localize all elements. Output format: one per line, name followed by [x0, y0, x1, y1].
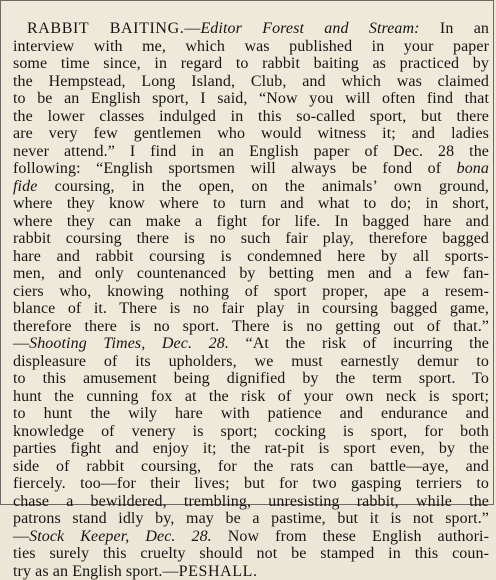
article-line: [13, 510, 489, 528]
article-line: [13, 230, 489, 248]
article-line: [13, 143, 489, 161]
article-line: [13, 90, 489, 108]
article-line: [13, 195, 489, 213]
article-line: [13, 213, 489, 231]
article-line: [13, 493, 489, 511]
article-text-segment: chase a bewildered, trembling, unresisting rabbit, while the: [13, 493, 489, 510]
article-line: [13, 248, 489, 266]
article-line: [13, 563, 489, 580]
article-line: [13, 73, 489, 91]
article-line: [13, 405, 489, 423]
article-text-segment: hunt the cunning fox at the risk of your own neck is sport;: [13, 388, 489, 405]
article-text-segment: hare and rabbit coursing is condemned here by all sports-: [13, 248, 489, 265]
article-text-segment: the Hempstead, Long Island, Club, and which was claimed: [13, 73, 489, 90]
article-line: [13, 528, 489, 546]
article-line: [13, 475, 489, 493]
article-text-segment: therefore there is no sport. There is no getting out of that.”: [13, 318, 489, 335]
article-text-segment: parties fight and enjoy it; the rat-pit is sport even, by the: [13, 440, 489, 457]
article-line: [13, 20, 489, 38]
article-text-segment: Editor Forest and Stream:: [200, 20, 419, 37]
article-text-segment: men, and only countenanced by betting men and a few fan-: [13, 265, 489, 282]
article-text-segment: bona: [457, 160, 489, 177]
article-line: [13, 300, 489, 318]
article-line: [13, 125, 489, 143]
article-text-segment: to be an English sport, I said, “Now you will often find that: [13, 90, 489, 107]
article-line: [13, 318, 489, 336]
article-line: [13, 440, 489, 458]
article-line: [13, 55, 489, 73]
article-text: [13, 20, 489, 580]
article-line: [13, 423, 489, 441]
article-line: [13, 38, 489, 56]
article-text-segment: —: [13, 335, 29, 352]
article-text-segment: knowledge of venery is sport; cocking is sport, for both: [13, 423, 489, 440]
article-line: [13, 388, 489, 406]
article-text-segment: ties surely this cruelty should not be stamped in this coun-: [13, 545, 489, 562]
article-text-segment: “At the risk of incurring the: [229, 335, 489, 352]
article-text-segment: —: [184, 20, 200, 37]
article-text-segment: Now from these English authori-: [212, 528, 489, 545]
article-line: [13, 283, 489, 301]
article-line: [13, 353, 489, 371]
article-line: [13, 545, 489, 563]
article-line: [13, 458, 489, 476]
article-line: [13, 178, 489, 196]
article-text-segment: following: “English sportsmen will always be fond of: [13, 160, 457, 177]
article-text-segment: to this amusement being dignified by the term sport. To: [13, 370, 489, 387]
article-line: [13, 370, 489, 388]
article-text-segment: never attend.” I find in an English paper of Dec. 28 the: [13, 143, 489, 160]
article-text-segment: ciers who, knowing nothing of sport proper, ape a resem-: [13, 283, 489, 300]
article-line: [13, 335, 489, 353]
article-text-segment: PESHALL.: [179, 563, 258, 580]
article-text-segment: interview with me, which was published in your paper: [13, 38, 489, 55]
article-line: [13, 108, 489, 126]
article-text-segment: blance of it. There is no fair play in coursing bagged game,: [13, 300, 489, 317]
article-text-segment: —: [13, 528, 29, 545]
article-text-segment: patrons stand idly by, may be a pastime, but it is not sport.”: [13, 510, 489, 527]
article-text-segment: the lower classes indulged in this so-called sport, but there: [13, 108, 489, 125]
article-text-segment: are very few gentlemen who would witness it; and ladies: [13, 125, 489, 142]
article-text-segment: try as an English sport.—: [13, 563, 179, 580]
article-title: RABBIT BAITING.: [27, 20, 184, 37]
article-text-segment: rabbit coursing there is no such fair play, therefore bagged: [13, 230, 489, 247]
article-text-segment: where they can make a fight for life. In bagged hare and: [13, 213, 489, 230]
article-text-segment: to hunt the wily hare with patience and endurance and: [13, 405, 489, 422]
article-line: [13, 265, 489, 283]
article-text-segment: side of rabbit coursing, for the rats can battle—aye, and: [13, 458, 489, 475]
article-text-segment: Stock Keeper, Dec. 28.: [29, 528, 212, 545]
article-text-segment: fide: [13, 178, 37, 195]
article-text-segment: Shooting Times, Dec. 28.: [29, 335, 229, 352]
article-text-segment: some time since, in regard to rabbit baiting as practiced by: [13, 55, 489, 72]
article-text-segment: In an: [420, 20, 489, 37]
article-text-segment: where they know where to turn and what to do; in short,: [13, 195, 489, 212]
article-text-segment: displeasure of its upholders, we must earnestly demur to: [13, 353, 489, 370]
article-line: [13, 160, 489, 178]
article-text-segment: coursing, in the open, on the animals’ own ground,: [37, 178, 489, 195]
article-text-segment: fiercely. too—for their lives; but for two gasping terriers to: [13, 475, 489, 492]
